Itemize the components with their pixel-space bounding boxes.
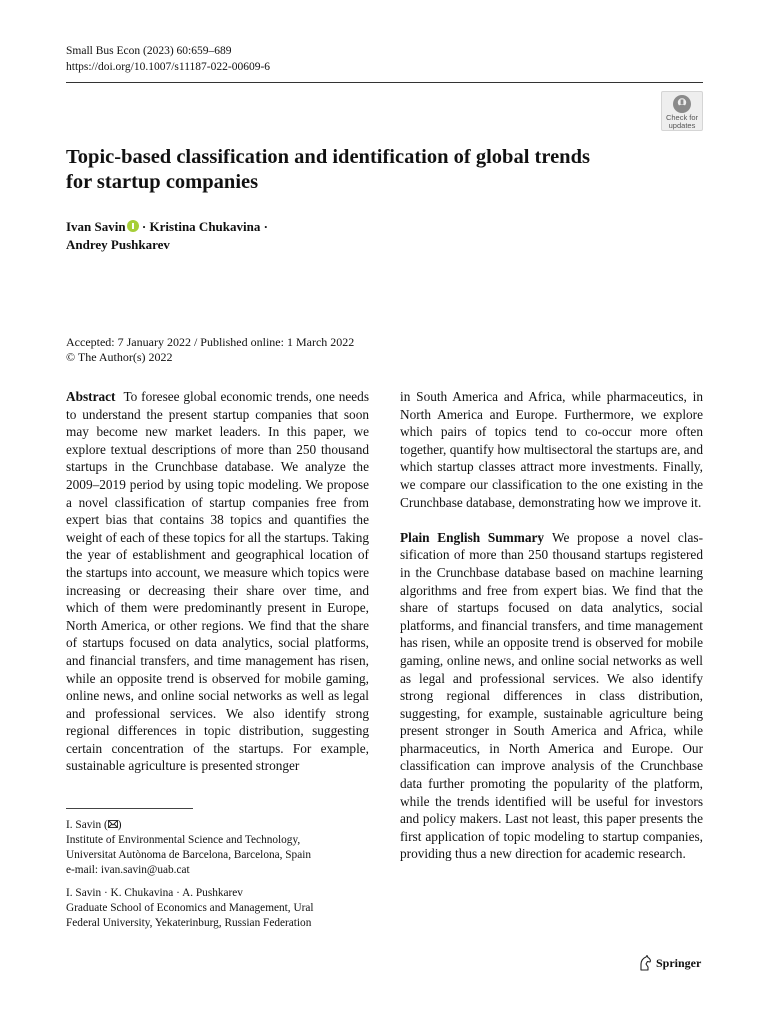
orcid-icon[interactable] bbox=[127, 220, 139, 232]
header-divider bbox=[66, 82, 703, 83]
abstract-text: To foresee global economic trends, one needs to understand the present startup companies that soon may become new market leaders. In this paper, we explore textual descriptions of more than 250 thousand startups in the Crunchbase database. We analyze the 2009–2019 period by using topic modeling. We propose a novel classification of startup companies free from expert bias that contains 38 topics and quantifies the weight of each of these topics for all the startups. Taking the year of establishment and geographical location of the startups into account, we measure which topics were increasing or decreasing their share over time, and which of them were predominantly present in Europe, North America, or other regions. We find that the share of startups focused on data analytics, social platforms, and financial transfers, and time management has risen, while an opposite trend is observed for mobile gaming, online news, and online social networks as well as legal and professional services. We also identify strong regional differences in topic distribution, suggesting certain concentration of the startups. For example, sustainable agriculture is presented stronger bbox=[66, 389, 369, 774]
affiliation-line: Federal University, Yekaterinburg, Russian Federation bbox=[66, 917, 312, 929]
abstract-heading: Abstract bbox=[66, 389, 116, 404]
doi-link[interactable]: https://doi.org/10.1007/s11187-022-00609-6 bbox=[66, 61, 271, 73]
journal-citation: Small Bus Econ (2023) 60:659–689 bbox=[66, 45, 232, 57]
corresponding-author-footnote bbox=[66, 818, 366, 878]
check-for-updates-badge[interactable] bbox=[661, 91, 703, 131]
footnote-divider bbox=[66, 808, 193, 809]
plain-english-text: We propose a novel classification of more than 250 thousand startups registered in the Crunchbase database based on machine learning algorithms and free from expert bias. We find that the share of startups focused on data analytics, social platforms, and financial transfers, and time management has risen, while an opposite trend is observed for mobile gaming, online news, and online social networks as well as legal and professional services. We also identify strong regional differences in class distribution, suggesting, for example, sustainable agriculture being present stronger in South America and Africa, while pharmaceutics, in North America and Europe. Our classification can improve analysis of the Crunchbase data further promoting the popularity of the platform, while the trends identified will be useful for investors and policy makers. Last not least, this paper presents the first application of topic modeling to startup companies, providing thus a new direction for academic research. bbox=[400, 529, 703, 862]
publisher-name: Springer bbox=[656, 956, 702, 970]
footnote-authors: I. Savin · K. Chukavina · A. Pushkarev bbox=[66, 887, 243, 899]
footnote-name: I. Savin ( bbox=[66, 819, 108, 831]
abstract-right-column bbox=[400, 388, 703, 863]
copyright-line: © The Author(s) 2022 bbox=[66, 350, 173, 364]
title-line-2: for startup companies bbox=[66, 171, 259, 193]
springer-horse-icon bbox=[638, 955, 652, 971]
email-line[interactable]: e-mail: ivan.savin@uab.cat bbox=[66, 864, 190, 876]
check-for-updates-icon bbox=[672, 94, 692, 114]
affiliation-line: Graduate School of Economics and Management, Ural bbox=[66, 902, 314, 914]
footnote-name-close: ) bbox=[117, 819, 122, 831]
paper-title bbox=[66, 145, 686, 195]
publisher-logo bbox=[638, 954, 701, 972]
affiliation-footnote bbox=[66, 886, 366, 931]
author-list bbox=[66, 218, 366, 254]
badge-label-1: Check for bbox=[665, 113, 699, 122]
publication-dates: Accepted: 7 January 2022 / Published online: 1 March 2022 bbox=[66, 335, 355, 349]
affiliation-line: Universitat Autònoma de Barcelona, Barcelona, Spain bbox=[66, 849, 312, 861]
author-name: · Kristina Chukavina · bbox=[138, 219, 268, 234]
title-line-1: Topic-based classification and identification of global trends bbox=[66, 146, 590, 168]
journal-header bbox=[66, 43, 270, 75]
plain-english-summary bbox=[400, 529, 703, 863]
plain-english-heading: Plain English Summary bbox=[400, 529, 545, 545]
affiliation-line: Institute of Environmental Science and Technology, bbox=[66, 834, 301, 846]
publication-meta bbox=[66, 335, 354, 365]
abstract-text-continued: in South America and Africa, while pharmaceutics, in North America and Europe. Furthermore, we explore which pairs of topics tend to co-occur more often together, quantify how multisectoral the startups are, and which startup classes attract more investments. Finally, we compare our classification to the one existing in the Crunchbase database, demonstrating how we improve it. bbox=[400, 389, 703, 510]
author-name: Andrey Pushkarev bbox=[66, 237, 170, 252]
envelope-icon[interactable] bbox=[108, 820, 118, 828]
author-name[interactable]: Ivan Savin bbox=[66, 219, 126, 234]
badge-label-2: updates bbox=[668, 121, 696, 130]
abstract-left-column bbox=[66, 388, 369, 775]
